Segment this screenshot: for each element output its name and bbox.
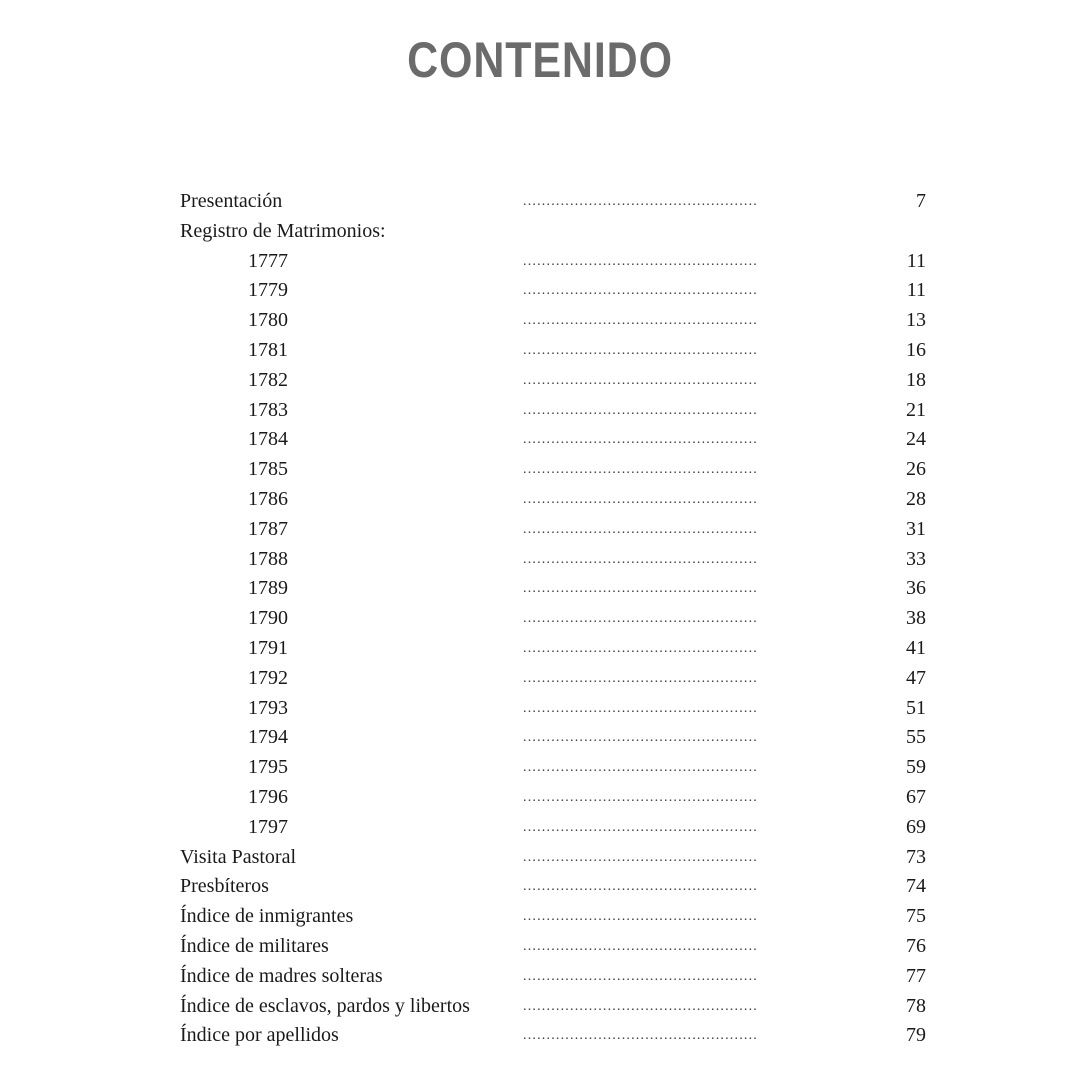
toc-entry-page-number: 41: [906, 636, 926, 659]
toc-entry: [0, 306, 1080, 336]
toc-entry: [0, 992, 1080, 1022]
dot-leader: ..................................................: [523, 432, 758, 448]
dot-leader: ..................................................: [523, 730, 758, 746]
toc-entry: [0, 217, 1080, 247]
toc-entry-label: 1789: [248, 577, 288, 600]
dot-leader: ..................................................: [523, 1028, 758, 1044]
toc-entry: [0, 783, 1080, 813]
toc-entry-label: 1782: [248, 368, 288, 391]
dot-leader: ..................................................: [523, 670, 758, 686]
page-title: CONTENIDO: [407, 32, 673, 88]
toc-entry: [0, 425, 1080, 455]
toc-entry-label: 1787: [248, 517, 288, 540]
dot-leader: ..................................................: [523, 551, 758, 567]
dot-leader: ..................................................: [523, 194, 758, 209]
dot-leader: ..................................................: [523, 849, 758, 865]
toc-entry-label: 1786: [248, 487, 288, 510]
toc-entry-page-number: 21: [906, 398, 926, 421]
dot-leader: ..................................................: [523, 521, 758, 537]
toc-entry: [0, 515, 1080, 545]
toc-entry-label: 1796: [248, 785, 288, 808]
toc-entry-page-number: 7: [916, 190, 926, 212]
toc-entry: [0, 187, 1080, 217]
toc-entry-page-number: 18: [906, 368, 926, 391]
toc-entry-label: Presentación: [180, 190, 283, 212]
toc-entry-label: 1781: [248, 338, 288, 361]
dot-leader: ..................................................: [523, 491, 758, 507]
toc-entry: [0, 932, 1080, 962]
toc-entry-page-number: 75: [906, 905, 926, 928]
toc-entry-label: Índice de esclavos, pardos y libertos: [180, 994, 470, 1017]
toc-entry-page-number: 74: [906, 875, 926, 898]
dot-leader: ..................................................: [523, 819, 758, 835]
dot-leader: ..................................................: [523, 879, 758, 895]
toc-entry-label: 1795: [248, 756, 288, 779]
toc-entry-page-number: 77: [906, 964, 926, 987]
dot-leader: ..................................................: [523, 402, 758, 418]
toc-entry: [0, 813, 1080, 843]
toc-entry-page-number: 51: [906, 696, 926, 719]
toc-entry: [0, 694, 1080, 724]
dot-leader: ..................................................: [523, 998, 758, 1014]
toc-entry-label: 1791: [248, 636, 288, 659]
toc-entry-label: 1792: [248, 666, 288, 689]
toc-entry: [0, 545, 1080, 575]
table-of-contents: [0, 187, 1080, 1051]
toc-entry-label: 1777: [248, 249, 288, 272]
toc-entry: [0, 247, 1080, 277]
toc-entry-page-number: 38: [906, 607, 926, 630]
toc-entry-page-number: 73: [906, 845, 926, 868]
dot-leader: ..................................................: [523, 342, 758, 358]
dot-leader: ..................................................: [523, 283, 758, 299]
toc-entry-page-number: 24: [906, 428, 926, 451]
toc-entry: [0, 604, 1080, 634]
toc-entry: [0, 723, 1080, 753]
toc-entry-page-number: 67: [906, 785, 926, 808]
toc-entry-label: Registro de Matrimonios:: [180, 219, 386, 242]
toc-entry-page-number: 79: [906, 1024, 926, 1047]
toc-entry-label: 1790: [248, 607, 288, 630]
toc-entry-page-number: 59: [906, 756, 926, 779]
dot-leader: ..................................................: [523, 611, 758, 627]
dot-leader: ..................................................: [523, 253, 758, 269]
dot-leader: ..................................................: [523, 372, 758, 388]
dot-leader: ..................................................: [523, 968, 758, 984]
toc-entry: [0, 1021, 1080, 1051]
toc-entry-page-number: 28: [906, 487, 926, 510]
toc-entry: [0, 634, 1080, 664]
toc-entry-page-number: 36: [906, 577, 926, 600]
dot-leader: ..................................................: [523, 313, 758, 329]
toc-entry-label: 1797: [248, 815, 288, 838]
dot-leader: ..................................................: [523, 462, 758, 478]
toc-entry: [0, 962, 1080, 992]
toc-entry-page-number: 33: [906, 547, 926, 570]
toc-entry-label: 1785: [248, 458, 288, 481]
dot-leader: ..................................................: [523, 789, 758, 805]
toc-entry-label: 1780: [248, 309, 288, 332]
toc-entry-label: Presbíteros: [180, 875, 269, 898]
toc-entry-label: 1784: [248, 428, 288, 451]
dot-leader: ..................................................: [523, 700, 758, 716]
toc-entry-page-number: 13: [906, 309, 926, 332]
toc-entry: [0, 872, 1080, 902]
toc-entry: [0, 336, 1080, 366]
toc-entry-page-number: 31: [906, 517, 926, 540]
toc-entry-page-number: 26: [906, 458, 926, 481]
toc-entry-page-number: 11: [906, 249, 926, 272]
toc-entry: [0, 664, 1080, 694]
toc-entry: [0, 366, 1080, 396]
toc-entry-page-number: 69: [906, 815, 926, 838]
toc-entry-label: 1788: [248, 547, 288, 570]
toc-entry-label: Índice de militares: [180, 934, 329, 957]
toc-entry-label: 1779: [248, 279, 288, 302]
toc-entry-page-number: 55: [906, 726, 926, 749]
toc-entry-page-number: 11: [906, 279, 926, 302]
toc-entry: [0, 485, 1080, 515]
toc-entry: [0, 276, 1080, 306]
toc-entry: [0, 455, 1080, 485]
toc-entry: [0, 843, 1080, 873]
dot-leader: ..................................................: [523, 640, 758, 656]
toc-entry-label: 1794: [248, 726, 288, 749]
toc-entry-page-number: 16: [906, 338, 926, 361]
toc-entry: [0, 396, 1080, 426]
dot-leader: ..................................................: [523, 909, 758, 925]
toc-entry-label: 1793: [248, 696, 288, 719]
toc-entry-page-number: 78: [906, 994, 926, 1017]
toc-entry: [0, 902, 1080, 932]
toc-entry: [0, 753, 1080, 783]
toc-entry-label: Índice de madres solteras: [180, 964, 383, 987]
toc-entry-page-number: 47: [906, 666, 926, 689]
dot-leader: ..................................................: [523, 581, 758, 597]
toc-entry-label: 1783: [248, 398, 288, 421]
toc-entry-label: Índice por apellidos: [180, 1024, 339, 1047]
dot-leader: ..................................................: [523, 760, 758, 776]
toc-entry-label: Visita Pastoral: [180, 845, 297, 868]
toc-entry-label: Índice de inmigrantes: [180, 905, 354, 928]
toc-entry: [0, 574, 1080, 604]
toc-entry-page-number: 76: [906, 934, 926, 957]
dot-leader: ..................................................: [523, 938, 758, 954]
